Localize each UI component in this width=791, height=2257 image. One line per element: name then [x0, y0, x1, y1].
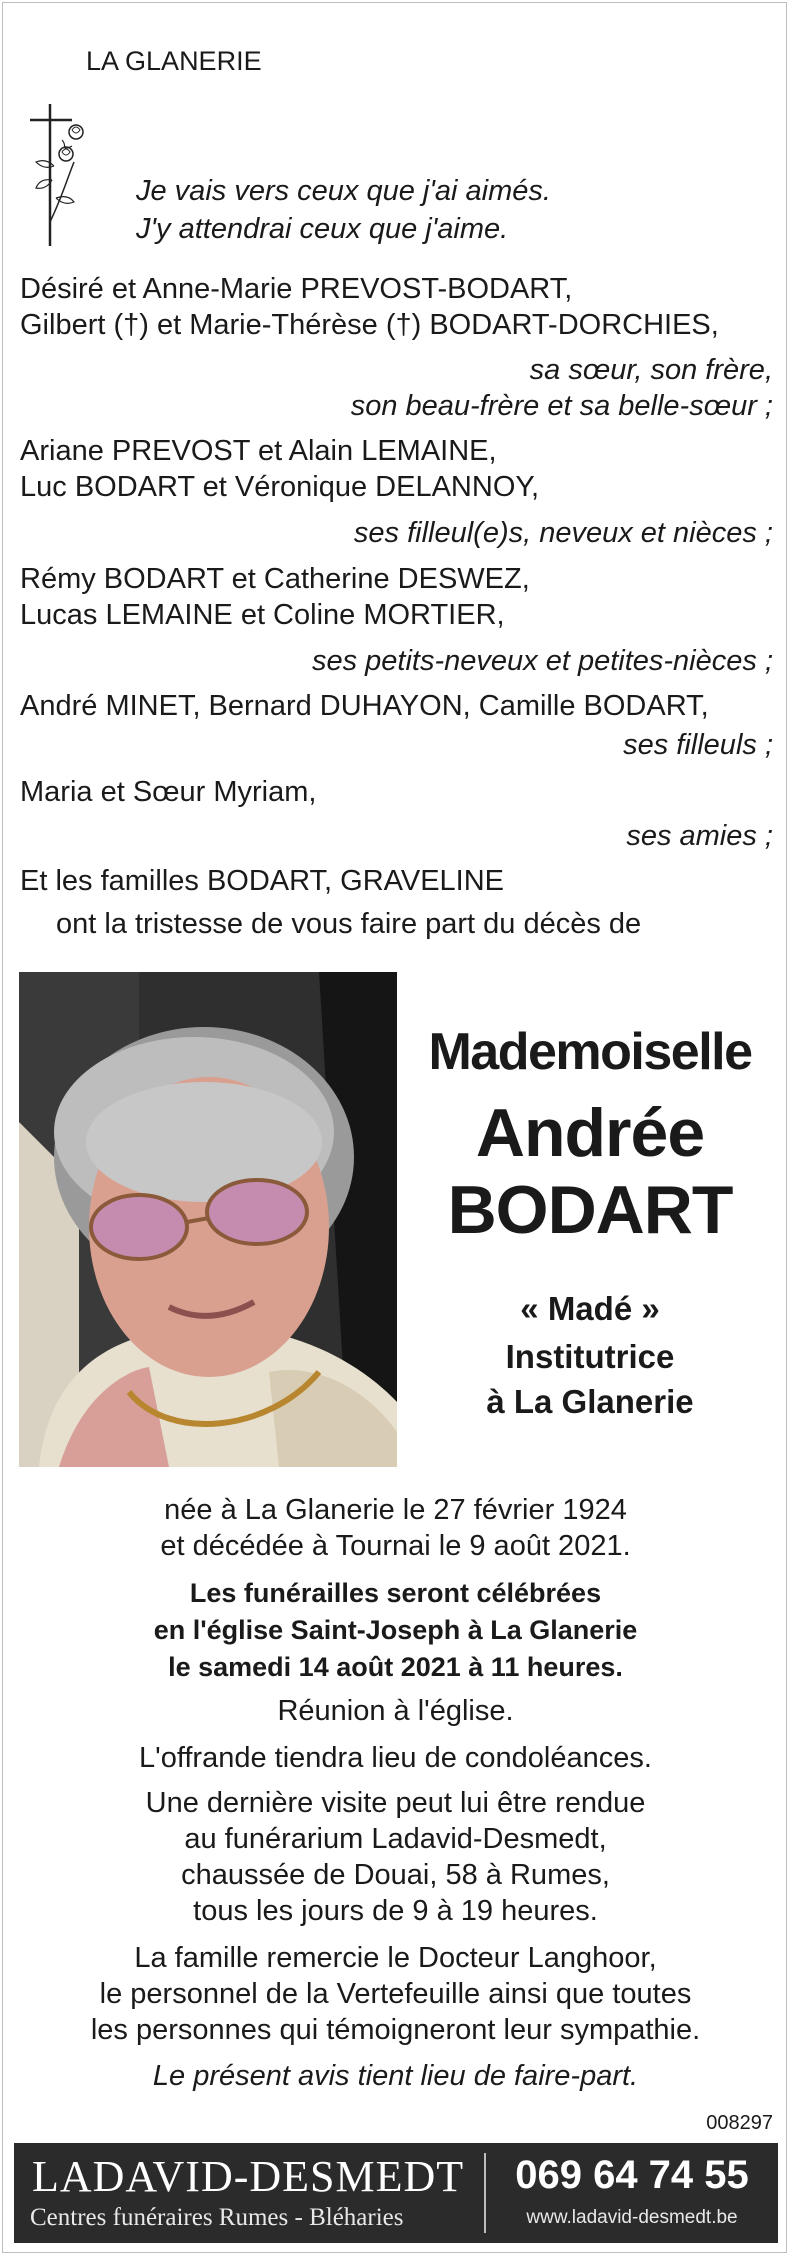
quote-line-2: J'y attendrai ceux que j'aime.	[136, 213, 509, 245]
death-line: et décédée à Tournai le 9 août 2021.	[160, 1530, 631, 1562]
thanks-line: le personnel de la Vertefeuille ainsi que toutes	[99, 1978, 692, 2010]
family-line: Luc BODART et Véronique DELANNOY,	[20, 471, 540, 503]
notice-line: Le présent avis tient lieu de faire-part.	[152, 2060, 639, 2092]
birth-line: née à La Glanerie le 27 février 1924	[164, 1494, 627, 1526]
deceased-profession: Institutrice	[505, 1338, 675, 1375]
funeral-home-brand: LADAVID-DESMEDT	[32, 2152, 465, 2201]
family-line: Maria et Sœur Myriam,	[20, 776, 317, 808]
funeral-home-footer	[14, 2143, 778, 2243]
deceased-nickname: « Madé »	[520, 1290, 660, 1327]
meeting-line: Réunion à l'église.	[277, 1695, 514, 1727]
family-relation: sa sœur, son frère,	[529, 354, 773, 386]
offering-line: L'offrande tiendra lieu de condoléances.	[139, 1742, 652, 1774]
thanks-line: les personnes qui témoigneront leur sympathie.	[90, 2014, 701, 2046]
family-relation: ses petits-neveux et petites-nièces ;	[311, 645, 773, 677]
reference-number: 008297	[706, 2112, 773, 2134]
funeral-line: le samedi 14 août 2021 à 11 heures.	[168, 1652, 623, 1682]
visit-line: chaussée de Douai, 58 à Rumes,	[181, 1859, 610, 1891]
funeral-home-phone: 069 64 74 55	[515, 2153, 749, 2197]
funeral-line: en l'église Saint-Joseph à La Glanerie	[153, 1615, 638, 1645]
village-heading: LA GLANERIE	[86, 46, 262, 76]
family-relation: ses filleuls ;	[623, 729, 773, 761]
footer-divider	[484, 2153, 486, 2233]
family-line: Lucas LEMAINE et Coline MORTIER,	[20, 599, 505, 631]
family-line: André MINET, Bernard DUHAYON, Camille BODART,	[20, 690, 709, 722]
family-relation: ses amies ;	[626, 820, 773, 852]
announcement: ont la tristesse de vous faire part du décès de	[56, 908, 642, 940]
family-line: Ariane PREVOST et Alain LEMAINE,	[20, 435, 497, 467]
deceased-profession-place: à La Glanerie	[486, 1383, 694, 1420]
deceased-first-name: Andrée	[475, 1095, 705, 1171]
visit-line: Une dernière visite peut lui être rendue	[145, 1787, 646, 1819]
deceased-last-name: BODART	[447, 1172, 733, 1248]
thanks-line: La famille remercie le Docteur Langhoor,	[134, 1942, 657, 1974]
visit-line: au funérarium Ladavid-Desmedt,	[184, 1823, 607, 1855]
visit-line: tous les jours de 9 à 19 heures.	[193, 1895, 598, 1927]
family-line: Gilbert (†) et Marie-Thérèse (†) BODART-DORCHIES,	[20, 309, 719, 341]
family-line: Désiré et Anne-Marie PREVOST-BODART,	[20, 273, 573, 305]
family-relation: ses filleul(e)s, neveux et nièces ;	[353, 517, 773, 549]
funeral-home-tagline: Centres funéraires Rumes - Bléharies	[30, 2204, 404, 2231]
quote-line-1: Je vais vers ceux que j'ai aimés.	[136, 175, 551, 207]
funeral-line: Les funérailles seront célébrées	[189, 1578, 602, 1608]
family-relation: son beau-frère et sa belle-sœur ;	[350, 390, 773, 422]
funeral-home-website: www.ladavid-desmedt.be	[526, 2207, 738, 2228]
cross-with-rose-icon	[22, 102, 88, 248]
deceased-civility: Mademoiselle	[428, 1023, 752, 1081]
family-line: Rémy BODART et Catherine DESWEZ,	[20, 563, 530, 595]
family-line: Et les familles BODART, GRAVELINE	[20, 865, 505, 897]
portrait-photo	[19, 972, 397, 1467]
